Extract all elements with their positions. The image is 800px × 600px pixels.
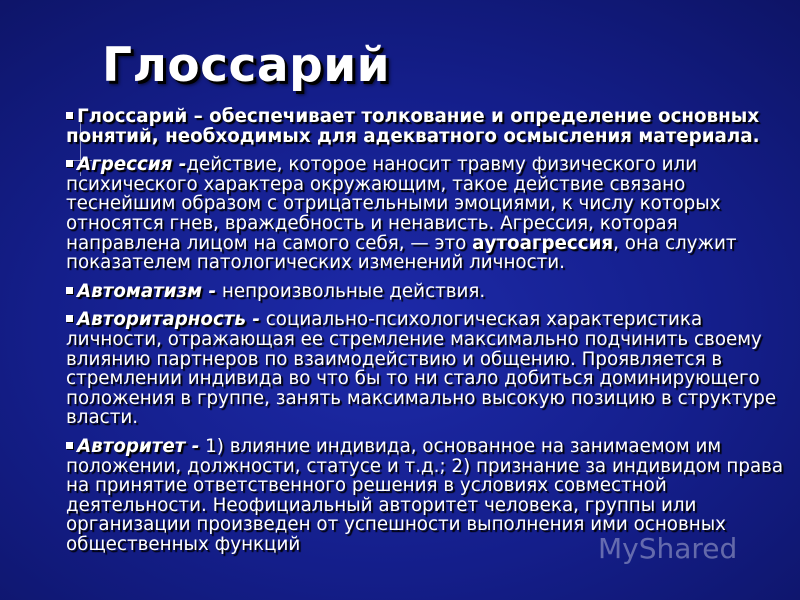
bullet-icon [66, 442, 73, 449]
definition-text: действие, которое наносит травму физического или психического характера окружающим, такое действие связано теснейшим образом с отрицательными эмоциями, к числу которых относятся гнев, враждебность и ненависть. Агрессия, которая направлена лицом на самого себя, — это [66, 154, 721, 254]
slide-title: Глоссарий [102, 38, 391, 93]
definition-text: 1) влияние индивида, основанное на занимаемом им положении, должности, статусе и т.д.; 2) признание за индивидом права на принятие ответственного решения в условиях совместной деятельности. Неофициальный авторитет человека, группы или организации произведен от успешности выполнения ими основных общественных функций [66, 435, 784, 555]
definition-text-end: , она служит показателем патологических изменений личности. [66, 232, 737, 274]
highlight-term: аутоагрессия [472, 232, 614, 254]
glossary-item-authority [66, 437, 784, 555]
watermark-logo: MyShared [598, 532, 738, 565]
definition-text: социально-психологическая характеристика личности, отражающая ее стремление максимально подчинить своему влиянию партнеров по взаимодействию и общению. Проявляется в стремлении индивида во что бы то ни стало добиться доминирующего положения в группе, занять максимально высокую позицию в структуре власти. [66, 309, 777, 429]
definition-text: непроизвольные действия. [216, 280, 486, 302]
bullet-icon [66, 287, 73, 294]
glossary-list [66, 107, 784, 563]
glossary-item-aggression [66, 155, 784, 273]
intro-text: Глоссарий – обеспечивает толкование и определение основных понятий, необходимых для адекватного осмысления материала. [66, 106, 760, 147]
bullet-icon [66, 160, 73, 167]
glossary-intro [66, 107, 784, 146]
glossary-item-automatism [66, 282, 784, 302]
glossary-item-authoritarianism [66, 310, 784, 428]
term-label: Авторитарность - [77, 309, 260, 331]
term-label: Авторитет - [77, 435, 200, 457]
term-label: Автоматизм - [77, 280, 217, 302]
term-label: Агрессия - [77, 154, 187, 176]
bullet-icon [66, 112, 73, 119]
bullet-icon [66, 315, 73, 322]
